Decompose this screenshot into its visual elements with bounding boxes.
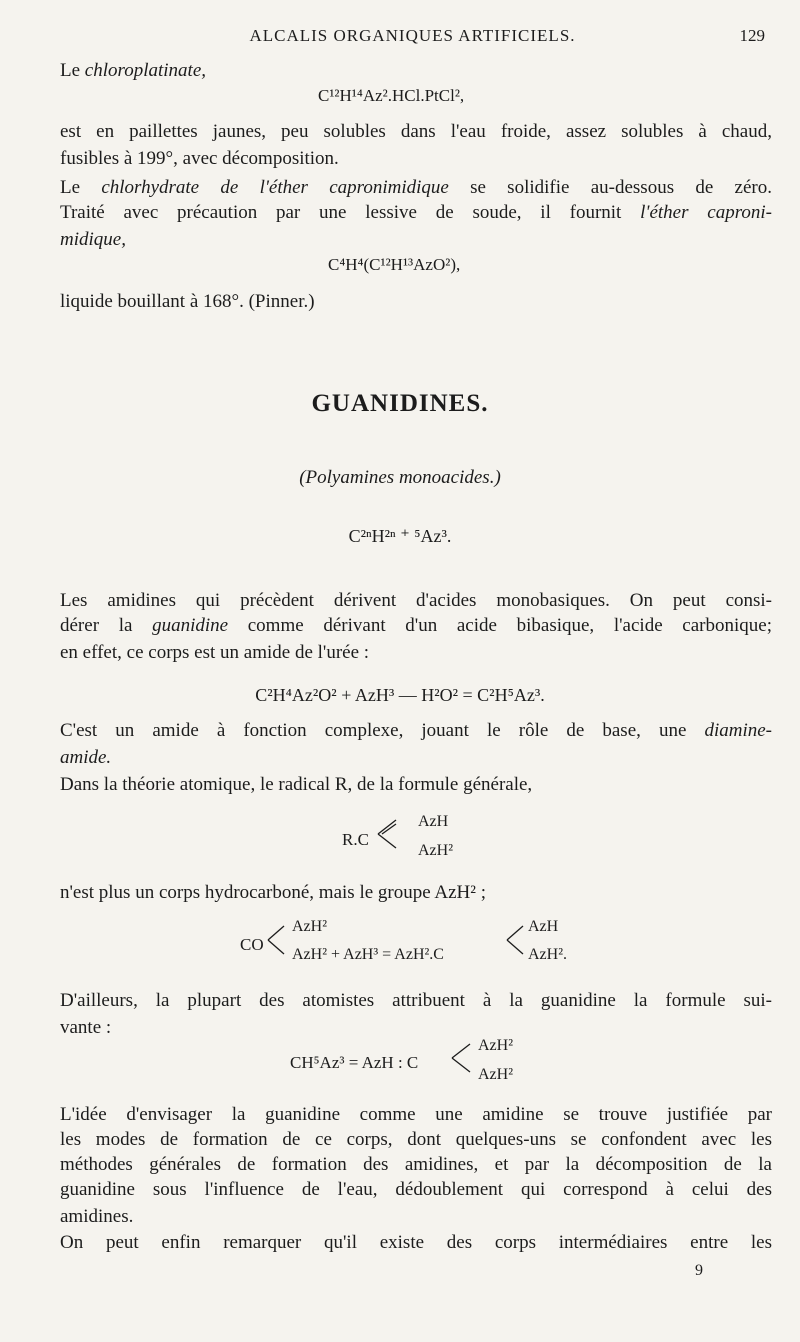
para5-line-1: L'idée d'envisager la guanidine comme une amidine se trouve justifiée par (60, 1104, 772, 1125)
guanidine-top: AzH² (478, 1037, 514, 1054)
bracket-icon (376, 816, 398, 852)
para5-line-4: guanidine sous l'influence de l'eau, dédoublement qui correspond à celui des (60, 1179, 772, 1200)
bracket-icon (266, 922, 286, 958)
para5-line-3: méthodes générales de formation des amidines, et par la décomposition de la (60, 1154, 772, 1175)
section-heading: GUANIDINES. (311, 390, 489, 417)
ether-name-cont: midique, (60, 229, 126, 250)
text-fragment: dérer la (60, 615, 153, 636)
para3-line-2: n'est plus un corps hydrocarboné, mais le groupe AzH² ; (60, 882, 486, 903)
ether-formula: C⁴H⁴(C¹²H¹³AzO²), (328, 255, 461, 274)
co-base: CO (240, 935, 264, 954)
running-header (60, 22, 765, 52)
guanidine-base: CH⁵Az³ = AzH : C (290, 1053, 419, 1072)
chlorhydrate-line-3 (60, 227, 772, 252)
bracket-icon (505, 922, 525, 958)
rc-bottom: AzH² (418, 842, 454, 859)
chlorhydrate-line-4: liquide bouillant à 168°. (Pinner.) (60, 291, 315, 312)
para6-line-1: On peut enfin remarquer qu'il existe des corps intermédiaires entre les (60, 1232, 772, 1253)
chlorhydrate-name: chlorhydrate de l'éther capronimidique (101, 177, 449, 198)
co-top: AzH² (292, 918, 328, 935)
text-fragment: Le (60, 177, 102, 198)
chloroplatinate-name: chloroplatinate, (84, 60, 206, 81)
chloroplatinate-formula: C¹²H¹⁴Az².HCl.PtCl², (318, 86, 465, 105)
signature-mark: 9 (695, 1262, 703, 1279)
rc-base: R.C (342, 830, 369, 849)
chlorhydrate-line-2 (60, 202, 772, 224)
chlorhydrate-line-1 (60, 177, 772, 199)
text-fragment: C'est un amide à fonction complexe, jouant le rôle de base, une (60, 720, 705, 741)
ether-name: l'éther caproni- (640, 202, 773, 223)
text-fragment: Traité avec précaution par une lessive de soude, il fournit (60, 202, 641, 223)
text-fragment: se solidifie au-dessous de zéro. (448, 177, 772, 198)
para3-line-1: Dans la théorie atomique, le radical R, de la formule générale, (60, 774, 533, 795)
urea-equation: C²H⁴Az²O² + AzH³ — H²O² = C²H⁵Az³. (255, 685, 545, 705)
para4-line-2: vante : (60, 1017, 112, 1038)
para1-line-2 (60, 615, 772, 637)
bracket-icon (450, 1040, 472, 1076)
general-formula: C²ⁿH²ⁿ ⁺ ⁵Az³. (348, 526, 452, 546)
rc-top: AzH (418, 813, 449, 830)
chloroplatinate-desc-1: est en paillettes jaunes, peu solubles dans l'eau froide, assez solubles à chaud, (60, 121, 772, 142)
para1-line-1: Les amidines qui précèdent dérivent d'acides monobasiques. On peut consi- (60, 590, 772, 611)
section-subtitle: (Polyamines monoacides.) (299, 467, 501, 488)
header-title: ALCALIS ORGANIQUES ARTIFICIELS. (249, 26, 576, 45)
co-right-bottom: AzH². (528, 946, 568, 963)
co-bottom: AzH² + AzH³ = AzH².C (292, 946, 444, 963)
co-right-top: AzH (528, 918, 559, 935)
chloroplatinate-desc-2: fusibles à 199°, avec décomposition. (60, 148, 339, 169)
diamine-term: diamine- (704, 720, 772, 741)
para5-line-5: amidines. (60, 1206, 134, 1227)
guanidine-bottom: AzH² (478, 1066, 514, 1083)
chloroplatinate-line (60, 58, 772, 83)
text-fragment: Le (60, 60, 85, 81)
para2-line-1 (60, 720, 772, 742)
para4-line-1: D'ailleurs, la plupart des atomistes attribuent à la guanidine la formule sui- (60, 990, 772, 1011)
page-number: 129 (739, 26, 765, 45)
text-fragment: comme dérivant d'un acide bibasique, l'acide carbonique; (228, 615, 772, 636)
para2-line-2 (60, 745, 772, 770)
para1-line-3: en effet, ce corps est un amide de l'urée : (60, 642, 370, 663)
guanidine-term: guanidine (152, 615, 229, 636)
para5-line-2: les modes de formation de ce corps, dont quelques-uns se confondent avec les (60, 1129, 772, 1150)
amide-term: amide. (60, 747, 112, 768)
